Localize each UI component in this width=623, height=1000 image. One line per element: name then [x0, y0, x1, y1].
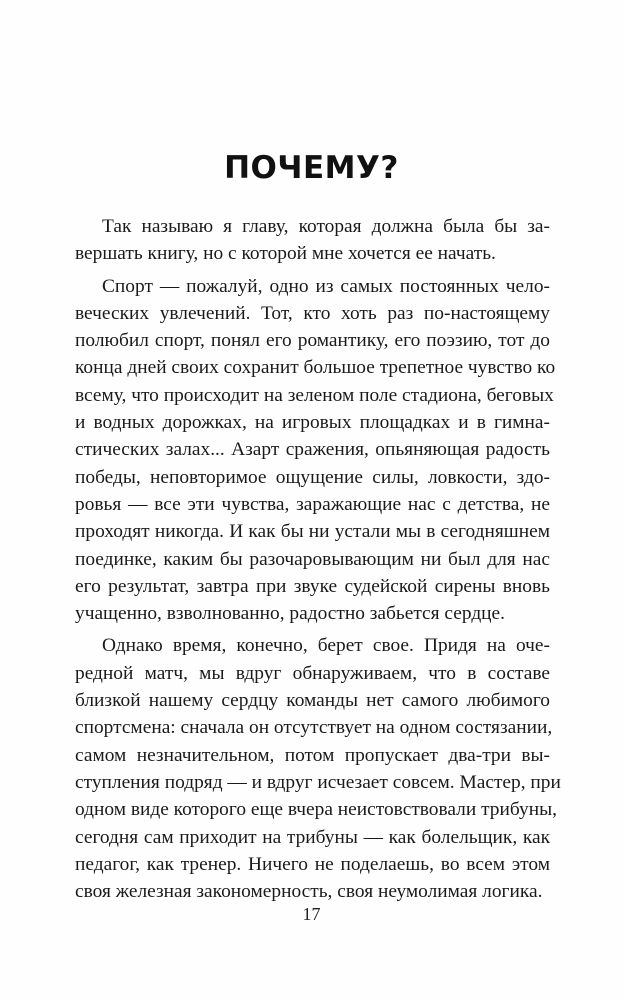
text-line: Однако время, конечно, берет свое. Придя на оче- [102, 635, 550, 657]
text-line: ступления подряд — и вдруг исчезает совсем. Мастер, при [75, 771, 561, 793]
text-line: всему, что происходит на зеленом поле стадиона, беговых [75, 384, 554, 406]
text-line: проходят никогда. И как бы ни устали мы в сегодняшнем [75, 521, 550, 543]
text-line: ровья — все эти чувства, заражающие нас с детства, не [75, 493, 550, 515]
text-line: своя железная закономерность, своя неумолимая логика. [75, 881, 543, 903]
text-line: спортсмена: сначала он отсутствует на одном состязании, [75, 717, 553, 739]
page-number: 17 [302, 904, 321, 924]
text-line: редной матч, мы вдруг обнаруживаем, что в составе [75, 662, 550, 684]
text-line: учащенно, взволнованно, радостно забьется сердце. [75, 603, 506, 625]
text-line: Спорт — пожалуй, одно из самых постоянных чело- [102, 275, 550, 297]
text-line: педагог, как тренер. Ничего не поделаешь, во всем этом [75, 853, 550, 875]
chapter-body [75, 213, 561, 910]
text-line: полюбил спорт, понял его романтику, его поэзию, тот до [75, 330, 550, 352]
text-line: самом незначительном, потом пропускает два-три вы- [75, 744, 550, 766]
paragraph-1 [75, 213, 550, 268]
text-line: поединке, каким бы разочаровывающим ни был для нас [75, 548, 550, 570]
text-line: его результат, завтра при звуке судейской сирены вновь [75, 575, 550, 597]
text-line: сегодня сам приходит на трибуны — как болельщик, как [75, 826, 550, 848]
text-line: вершать книгу, но с которой мне хочется ее начать. [75, 243, 496, 265]
paragraph-2 [75, 273, 556, 628]
text-line: победы, неповторимое ощущение силы, ловкости, здо- [75, 466, 550, 488]
text-line: одном виде которого еще вчера неистовствовали трибуны, [75, 799, 557, 821]
paragraph-3 [75, 632, 561, 905]
text-line: стических залах... Азарт сражения, опьяняющая радость [75, 439, 550, 461]
text-line: Так называю я главу, которая должна была бы за- [102, 216, 550, 237]
chapter-title: ПОЧЕМУ? [224, 150, 399, 186]
text-line: конца дней своих сохранит большое трепетное чувство ко [75, 357, 556, 379]
text-line: веческих увлечений. Тот, кто хоть раз по-настоящему [75, 302, 550, 324]
text-line: близкой нашему сердцу команды нет самого любимого [75, 690, 550, 712]
text-line: и водных дорожках, на игровых площадках и в гимна- [75, 412, 550, 434]
